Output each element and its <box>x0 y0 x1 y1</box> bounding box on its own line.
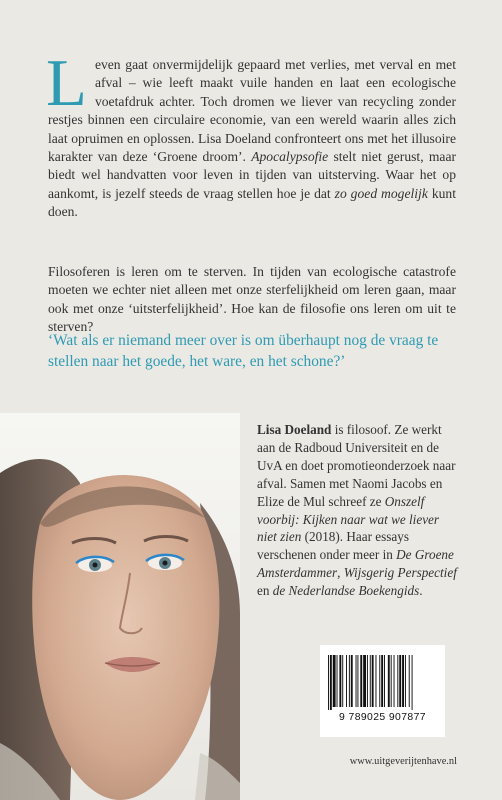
barcode-bars <box>328 655 437 710</box>
barcode-bar <box>337 655 338 707</box>
drop-cap: L <box>46 46 87 120</box>
barcode-bar <box>409 655 410 707</box>
intro-segment: Apocalypsofie <box>251 149 329 165</box>
author-name: Lisa Doeland <box>257 422 332 437</box>
barcode-bar <box>384 655 385 707</box>
barcode-bar <box>333 655 336 707</box>
barcode-bar <box>402 655 404 707</box>
bio-segment: (2018). Haar essays verschenen onder meer in <box>257 529 409 563</box>
barcode-bar <box>397 655 398 707</box>
pull-quote: ‘Wat als er niemand meer over is om überhaupt nog de vraag te stellen naar het goede, het ware, en het schone?’ <box>48 332 439 370</box>
isbn-number: 9 789025 907877 <box>339 712 426 723</box>
barcode-bar <box>330 655 332 710</box>
author-bio <box>257 421 458 600</box>
bio-segment: De Groene Amsterdammer <box>257 547 454 581</box>
barcode-bar <box>357 655 358 707</box>
isbn-barcode <box>320 645 445 737</box>
bio-segment: is filosoof. Ze werkt aan de Radboud Universiteit en de UvA en doet promotieonderzoek naar afval. Samen met Naomi Jacobs en Elize de Mul schreef ze <box>257 422 456 509</box>
barcode-bar <box>370 655 371 707</box>
barcode-bar <box>339 655 341 707</box>
author-photo <box>0 413 240 800</box>
barcode-bar <box>349 655 350 707</box>
intro-segment: kunt doen. <box>48 185 456 220</box>
barcode-bar <box>394 655 395 707</box>
barcode-bar <box>342 655 343 707</box>
bio-segment: Onszelf voorbij: Kijken naar wat we liever niet zien <box>257 493 440 545</box>
barcode-bar <box>405 655 406 707</box>
barcode-bar <box>412 655 413 710</box>
barcode-bar <box>381 655 383 707</box>
intro-segment: zo goed mogelijk <box>334 185 428 201</box>
intro-segment: stelt niet gerust, maar biedt wel handvatten voor leven in tijden van uitsterving. Waar het op aankomt, is jezelf steeds de vraag stellen hoe je dat <box>48 149 456 201</box>
author-bio-text <box>257 422 457 598</box>
barcode-bar <box>379 655 380 707</box>
publisher-website: www.uitgeverijtenhave.nl <box>349 756 457 767</box>
intro-text <box>46 46 456 220</box>
barcode-bar <box>363 655 366 707</box>
barcode-bar <box>356 655 357 707</box>
barcode-bar <box>351 655 353 707</box>
barcode-bar <box>376 655 377 707</box>
bio-segment: , <box>337 565 344 581</box>
barcode-bar <box>372 655 374 707</box>
barcode-bar <box>399 655 401 707</box>
bio-segment: de Nederlandse Boekengids <box>272 583 420 599</box>
barcode-bar <box>367 655 368 707</box>
barcode-bar <box>328 655 329 710</box>
bio-segment: Wijsgerig Perspectief <box>343 565 457 581</box>
barcode-bar <box>346 655 347 707</box>
author-portrait-illustration <box>0 413 240 800</box>
barcode-bar <box>360 655 362 707</box>
barcode-bar <box>391 655 392 707</box>
barcode-bar <box>388 655 390 707</box>
second-paragraph: Filosoferen is leren om te sterven. In tijden van ecologische catastrofe moeten we echter niet alleen met onze sterfelijkheid om leren gaan, maar ook met onze ‘uitsterfelijkheid’. Hoe kan de filosofie ons leren om uit te sterven? <box>48 264 456 335</box>
intro-segment: even gaat onvermijdelijk gepaard met verlies, met verval en met afval – wie leeft maakt vuile handen en laat een ecologische voetafdruk achter. Toch dromen we liever van recycling zonder restjes binnen een circulaire economie, van een wereld waarin alles zich laat opruimen en oplossen. Lisa Doeland confronteert ons met het illusoire karakter van deze ‘Groene droom’. <box>48 57 456 165</box>
bio-segment: . <box>419 583 423 599</box>
intro-paragraph <box>46 46 456 222</box>
bio-segment: en <box>257 583 273 599</box>
